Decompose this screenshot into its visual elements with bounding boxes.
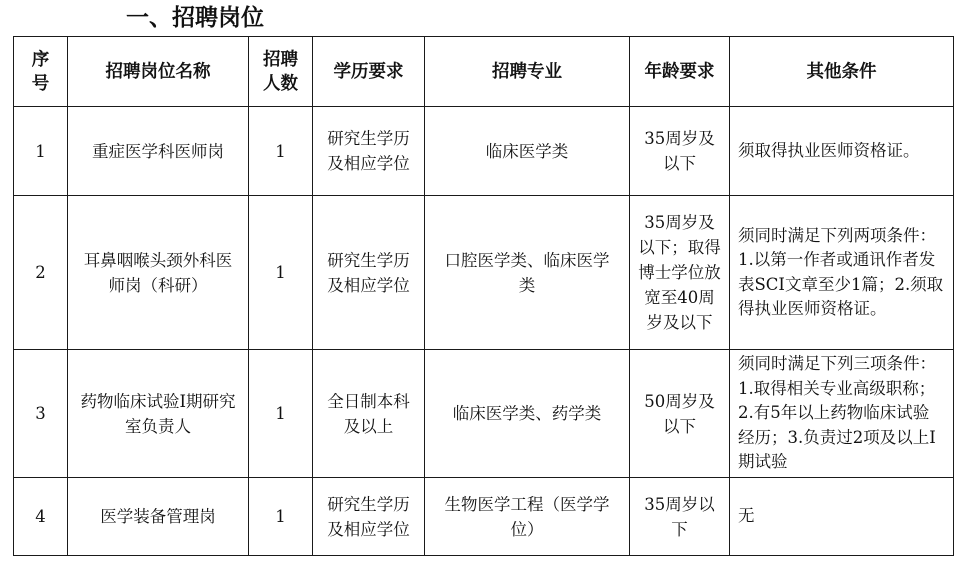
table-row	[14, 107, 954, 196]
cell-count: 1	[249, 107, 313, 196]
table-row	[14, 478, 954, 556]
cell-count: 1	[249, 196, 313, 350]
cell-position: 医学装备管理岗	[68, 478, 249, 556]
section-title: 一、招聘岗位	[126, 5, 264, 31]
cell-age: 35周岁及以下；取得博士学位放宽至40周岁及以下	[630, 196, 730, 350]
cell-major: 口腔医学类、临床医学类	[425, 196, 630, 350]
header-other: 其他条件	[730, 37, 954, 107]
cell-major: 生物医学工程（医学学位）	[425, 478, 630, 556]
cell-position: 重症医学科医师岗	[68, 107, 249, 196]
cell-no: 4	[14, 478, 68, 556]
cell-age: 50周岁及以下	[630, 350, 730, 478]
cell-no: 2	[14, 196, 68, 350]
cell-count: 1	[249, 350, 313, 478]
header-major: 招聘专业	[425, 37, 630, 107]
table-row	[14, 350, 954, 478]
recruitment-table	[13, 36, 954, 556]
cell-education: 研究生学历及相应学位	[313, 196, 425, 350]
header-age: 年龄要求	[630, 37, 730, 107]
cell-position: 药物临床试验Ⅰ期研究室负责人	[68, 350, 249, 478]
cell-major: 临床医学类、药学类	[425, 350, 630, 478]
header-education: 学历要求	[313, 37, 425, 107]
cell-age: 35周岁以下	[630, 478, 730, 556]
cell-no: 3	[14, 350, 68, 478]
cell-education: 全日制本科及以上	[313, 350, 425, 478]
cell-other: 须同时满足下列两项条件：1.以第一作者或通讯作者发表SCI文章至少1篇；2.须取得执业医师资格证。	[730, 196, 954, 350]
cell-count: 1	[249, 478, 313, 556]
table-header-row	[14, 37, 954, 107]
header-no: 序号	[14, 37, 68, 107]
table-row	[14, 196, 954, 350]
header-count: 招聘人数	[249, 37, 313, 107]
cell-major: 临床医学类	[425, 107, 630, 196]
cell-position: 耳鼻咽喉头颈外科医师岗（科研）	[68, 196, 249, 350]
cell-other: 须取得执业医师资格证。	[730, 107, 954, 196]
cell-education: 研究生学历及相应学位	[313, 478, 425, 556]
cell-age: 35周岁及以下	[630, 107, 730, 196]
cell-other: 无	[730, 478, 954, 556]
cell-other: 须同时满足下列三项条件：1.取得相关专业高级职称；2.有5年以上药物临床试验经历；3.负责过2项及以上Ⅰ期试验	[730, 350, 954, 478]
header-position: 招聘岗位名称	[68, 37, 249, 107]
cell-no: 1	[14, 107, 68, 196]
cell-education: 研究生学历及相应学位	[313, 107, 425, 196]
